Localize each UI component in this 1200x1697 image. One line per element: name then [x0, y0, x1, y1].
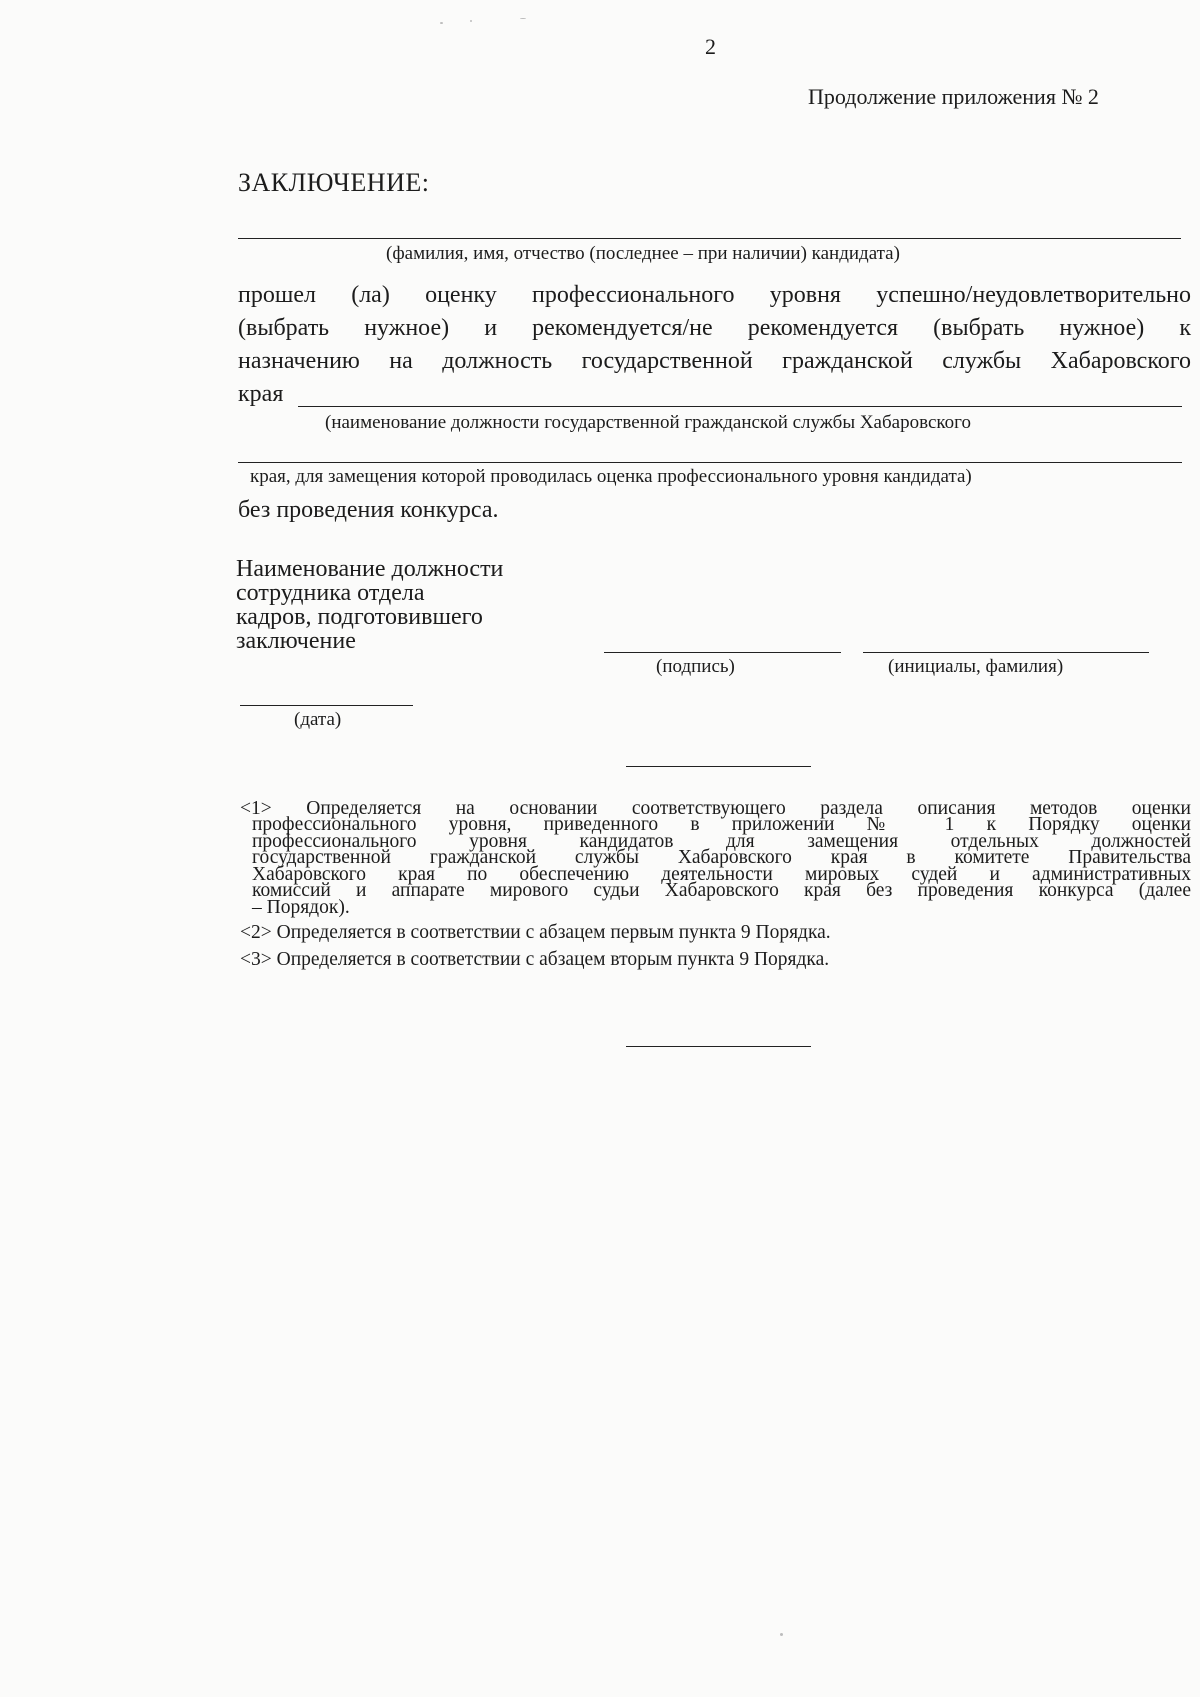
- body-line-2: (выбрать нужное) и рекомендуется/не рекомендуется (выбрать нужное) к: [238, 315, 1191, 341]
- position-caption-1: (наименование должности государственной гражданской службы Хабаровского: [325, 412, 971, 433]
- signature-caption: (подпись): [656, 656, 735, 677]
- signer-position-line-4: заключение: [236, 628, 356, 654]
- footnote-2: <2> Определяется в соответствии с абзацем первым пункта 9 Порядка.: [240, 922, 831, 943]
- page-number: 2: [705, 34, 716, 59]
- footnote-1-line-1: <1> Определяется на основании соответствующего раздела описания методов оценки: [240, 798, 1191, 819]
- signer-position-line-1: Наименование должности: [236, 556, 504, 582]
- date-caption: (дата): [294, 709, 342, 730]
- footnote-3: <3> Определяется в соответствии с абзацем вторым пункта 9 Порядка.: [240, 949, 830, 970]
- document-title: ЗАКЛЮЧЕНИЕ:: [238, 168, 430, 197]
- signer-position-line-3: кадров, подготовившего: [236, 604, 483, 630]
- position-blank-1: [298, 406, 1182, 407]
- candidate-name-caption: (фамилия, имя, отчество (последнее – при наличии) кандидата): [386, 243, 900, 264]
- signature-blank: [604, 652, 841, 653]
- scan-speck: [780, 1633, 783, 1636]
- scan-speck: [520, 18, 526, 19]
- initials-blank: [863, 652, 1149, 653]
- footnote-1-line-6: комиссий и аппарате мирового судьи Хабаровского края без проведения конкурса (далее: [252, 880, 1191, 901]
- body-line-3: назначению на должность государственной гражданской службы Хабаровского: [238, 348, 1191, 374]
- scan-speck: [470, 20, 472, 22]
- without-contest-text: без проведения конкурса.: [238, 497, 499, 523]
- footnote-1-line-7: – Порядок).: [252, 897, 350, 918]
- end-separator: [626, 1046, 811, 1047]
- footnote-separator: [626, 766, 811, 767]
- initials-caption: (инициалы, фамилия): [888, 656, 1064, 677]
- signer-position-line-2: сотрудника отдела: [236, 580, 425, 606]
- body-line-1: прошел (ла) оценку профессионального уровня успешно/неудовлетворительно: [238, 282, 1191, 308]
- candidate-name-blank: [238, 238, 1181, 239]
- footnote-1-line-5: Хабаровского края по обеспечению деятельности мировых судей и административных: [252, 864, 1191, 885]
- footnote-1-line-3: профессионального уровня кандидатов для замещения отдельных должностей: [252, 831, 1191, 852]
- scan-speck: [440, 22, 443, 24]
- footnote-1-line-4: государственной гражданской службы Хабаровского края в комитете Правительства: [252, 847, 1191, 868]
- footnote-1-line-2: профессионального уровня, приведенного в приложении № 1 к Порядку оценки: [252, 814, 1191, 835]
- appendix-continuation-header: Продолжение приложения № 2: [808, 84, 1099, 109]
- position-blank-2: [238, 462, 1182, 463]
- body-line-4: края: [238, 381, 284, 407]
- date-blank: [240, 705, 413, 706]
- position-caption-2: края, для замещения которой проводилась оценка профессионального уровня кандидата): [250, 466, 972, 487]
